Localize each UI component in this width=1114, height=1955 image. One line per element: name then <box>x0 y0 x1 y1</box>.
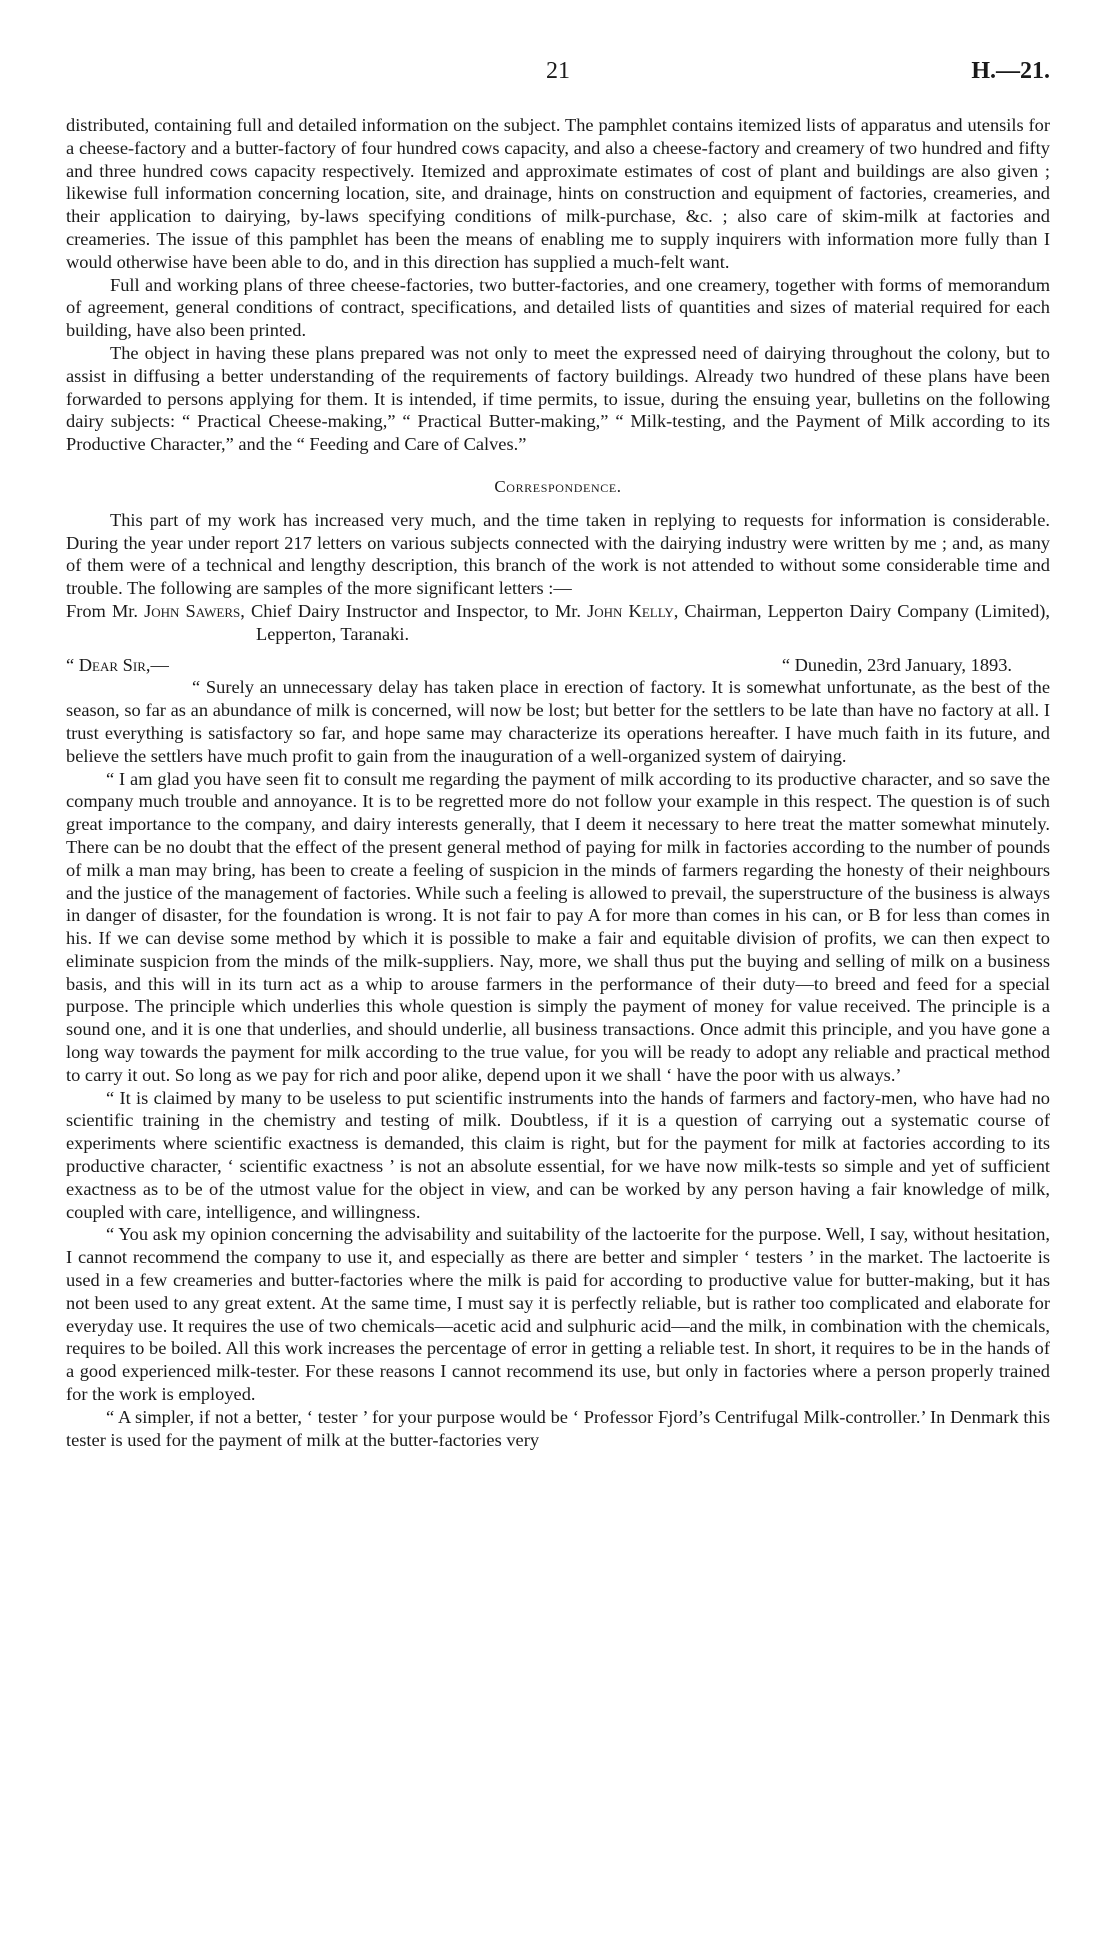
sender-name: John Sawers <box>144 600 241 621</box>
letter-paragraph-2: “ I am glad you have seen fit to consult me regarding the payment of milk according to its productive character, and so save the company much trouble and annoyance. It is to be regretted more do not follow your example in this respect. The question is of such great importance to the company, and dairy interests generally, that I deem it necessary to here treat the matter somewhat minutely. There can be no doubt that the effect of the present general method of paying for milk in factories according to the number of pounds of milk a man may bring, has been to create a feeling of suspicion in the minds of farmers regarding the honesty of their neighbours and the justice of the management of factories. While such a feeling is allowed to prevail, the superstructure of the business is always in danger of disaster, for the foundation is wrong. It is not fair to pay A for more than comes in his can, or B for less than comes in his. If we can devise some method by which it is possible to make a fair and equitable division of profits, we can then expect to eliminate suspicion from the minds of the milk-suppliers. Nay, more, we shall thus put the buying and selling of milk on a business basis, and this will in its turn act as a whip to arouse farmers in the performance of their duty—to breed and feed for a special purpose. The principle which underlies this whole question is simply the payment of money for value received. The principle is a sound one, and it is one that underlies, and should underlie, all business transactions. Once admit this principle, and you have gone a long way towards the payment for milk according to the true value, for you will be ready to adopt any reliable and practical method to carry it out. So long as we pay for rich and poor alike, depend upon it we shall ‘ have the poor with us always.’ <box>66 768 1050 1085</box>
letter-heading-row <box>66 654 1050 677</box>
recipient-name: John Kelly <box>587 600 674 621</box>
letter-paragraph-3: “ It is claimed by many to be useless to put scientific instruments into the hands of farmers and factory-men, who have had no scientific training in the chemistry and testing of milk. Doubtless, if it is a question of carrying out a systematic course of experiments where scientific exactness is demanded, this claim is right, but for the payment for milk at factories according to its productive character, ‘ scientific exactness ’ is not an absolute essential, for we have now milk-tests so simple and yet of sufficient exactness as to be of the utmost value for the object in view, and can be worked by any person having a fair knowledge of milk, coupled with care, intelligence, and willingness. <box>66 1087 1050 1222</box>
paragraph-pamphlet: distributed, containing full and detailed information on the subject. The pamphlet contains itemized lists of apparatus and utensils for a cheese-factory and a butter-factory of four hundred cows capacity, and also a cheese-factory and creamery of two hundred and fifty and three hundred cows capacity respectively. Itemized and approximate estimates of cost of plant and buildings are also given ; likewise full information concerning location, site, and drainage, hints on construction and equipment of factories, creameries, and their application to dairying, by-laws specifying conditions of milk-purchase, &c. ; also care of skim-milk at factories and creameries. The issue of this pamphlet has been the means of enabling me to supply inquirers with information more fully than I would otherwise have been able to do, and in this direction has supplied a much-felt want. <box>66 115 1050 272</box>
from-middle: , Chief Dairy Instructor and Inspector, to Mr. <box>240 600 588 621</box>
paragraph-object: The object in having these plans prepared was not only to meet the expressed need of dairying throughout the colony, but to assist in diffusing a better understanding of the requirements of factory buildings. Already two hundred of these plans have been forwarded to persons applying for them. It is intended, if time permits, to issue, during the ensuing year, bulletins on the following dairy subjects: “ Practical Cheese-making,” “ Practical Butter-making,” “ Milk-testing, and the Payment of Milk according to its Productive Character,” and the “ Feeding and Care of Calves.” <box>66 342 1050 455</box>
from-suffix: , Chairman, Lepperton Dairy Company (Limited), Lepperton, Taranaki. <box>256 600 1050 644</box>
section-heading-correspondence: Correspondence. <box>494 476 622 496</box>
series-code: H.—21. <box>971 58 1050 84</box>
dateline: “ Dunedin, 23rd January, 1893. <box>781 654 1012 675</box>
page-header <box>66 58 1050 92</box>
body-text <box>66 114 1050 1451</box>
letter-from-line <box>66 600 1050 646</box>
letter-paragraph-4: “ You ask my opinion concerning the advisability and suitability of the lactoerite for the purpose. Well, I say, without hesitation, I cannot recommend the company to use it, and especially as there are better and simpler ‘ testers ’ in the market. The lactoerite is used in a few creameries and butter-factories where the milk is paid for according to productive value for butter-making, but it has not been used to any great extent. At the same time, I must say it is perfectly reliable, but is rather too complicated and elaborate for everyday use. It requires the use of two chemicals—acetic acid and sulphuric acid—and the milk, in combination with the chemicals, requires to be boiled. All this work increases the percentage of error in getting a reliable test. In short, it requires to be in the hands of a good experienced milk-tester. For these reasons I cannot recommend its use, but only in factories where a person properly trained for the work is employed. <box>66 1224 1050 1405</box>
paragraph-plans: Full and working plans of three cheese-factories, two butter-factories, and one creamery, together with forms of memorandum of agreement, general conditions of contract, specifications, and detailed lists of quantities and sizes of material required for each building, have also been printed. <box>66 274 1050 341</box>
page-number: 21 <box>546 58 570 84</box>
salutation: “ Dear Sir,— <box>66 654 169 675</box>
letter-paragraph-5: “ A simpler, if not a better, ‘ tester ’ for your purpose would be ‘ Professor Fjord’s Centrifugal Milk-controller.’ In Denmark this tester is used for the payment of milk at the butter-factories very <box>66 1406 1050 1450</box>
letter-paragraph-1: “ Surely an unnecessary delay has taken place in erection of factory. It is somewhat unfortunate, as the best of the season, so far as an abundance of milk is concerned, will now be lost; but better for the settlers to be late than have no factory at all. I trust everything is satisfactory so far, and hope same may characterize its operations hereafter. I have much faith in its future, and believe the settlers have much profit to gain from the inauguration of a well-organized system of dairying. <box>66 677 1050 766</box>
from-prefix: From Mr. <box>66 600 145 621</box>
paragraph-correspondence-intro: This part of my work has increased very much, and the time taken in replying to requests for information is considerable. During the year under report 217 letters on various subjects connected with the dairying industry were written by me ; and, as many of them were of a technical and lengthy description, this branch of the work is not attended to without some considerable time and trouble. The following are samples of the more significant letters :— <box>66 509 1050 599</box>
